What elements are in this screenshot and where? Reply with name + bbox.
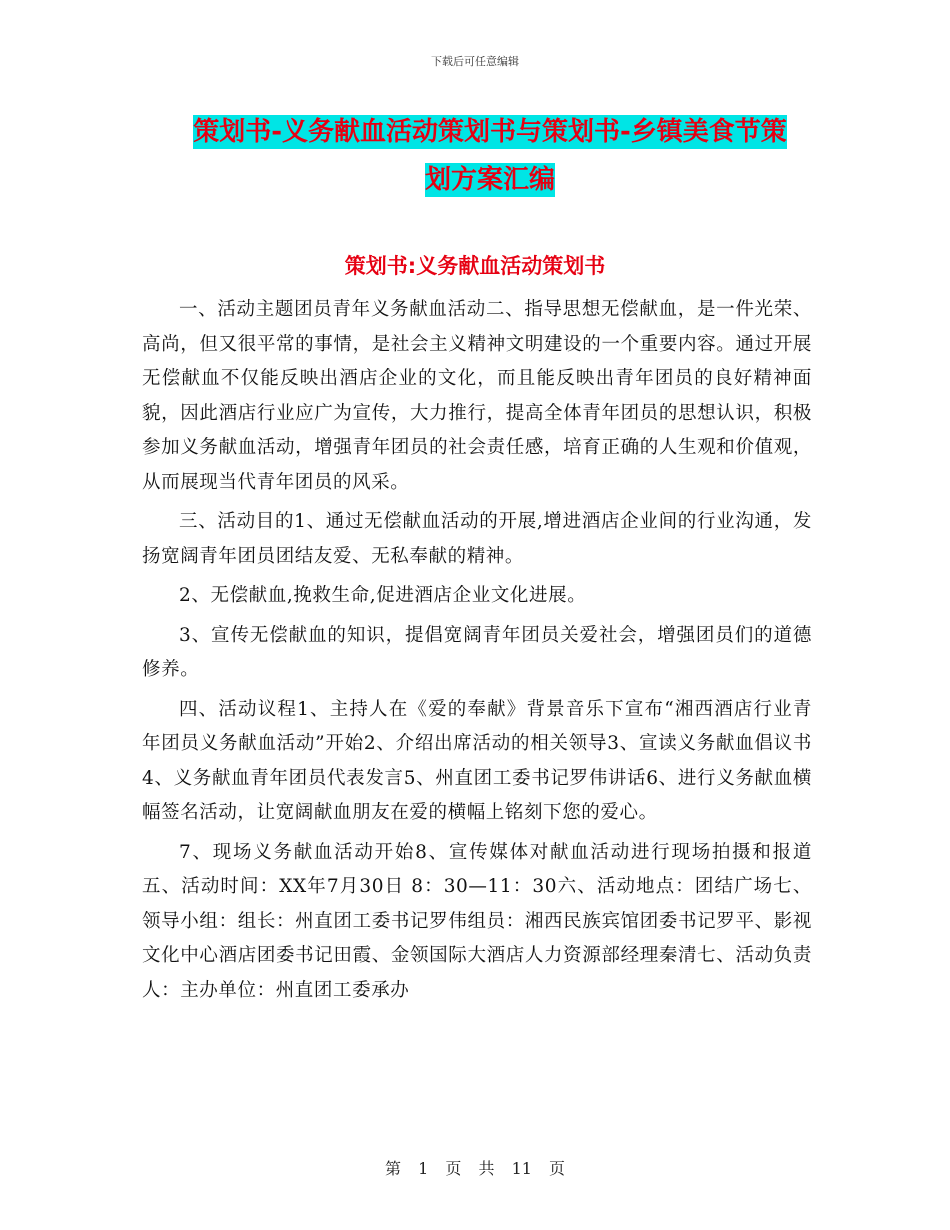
document-title-line-2: 划方案汇编 bbox=[424, 165, 555, 195]
page-header-note: 下载后可任意编辑 bbox=[431, 55, 519, 68]
footer-page-label: 第 bbox=[384, 1159, 401, 1178]
footer-total-label: 共 bbox=[478, 1159, 495, 1178]
document-title bbox=[150, 108, 830, 204]
section-title: 策划书:义务献血活动策划书 bbox=[344, 254, 606, 278]
paragraph: 三、活动目的1、通过无偿献血活动的开展,增进酒店企业间的行业沟通，发扬宽阔青年团员团结友爱、无私奉献的精神。 bbox=[142, 511, 812, 567]
page-footer bbox=[0, 1156, 950, 1179]
footer-page-unit: 页 bbox=[445, 1159, 462, 1178]
footer-page-number: 1 bbox=[418, 1159, 429, 1178]
paragraph: 3、宣传无偿献血的知识，提倡宽阔青年团员关爱社会，增强团员们的道德修养。 bbox=[142, 624, 812, 680]
footer-total-pages: 11 bbox=[511, 1159, 532, 1178]
paragraph: 一、活动主题团员青年义务献血活动二、指导思想无偿献血，是一件光荣、高尚，但又很平常的事情，是社会主义精神文明建设的一个重要内容。通过开展无偿献血不仅能反映出酒店企业的文化，而且能反映出青年团员的良好精神面貌，因此酒店行业应广为宣传，大力推行，提高全体青年团员的思想认识，积极参加义务献血活动，增强青年团员的社会责任感，培育正确的人生观和价值观，从而展现当代青年团员的风采。 bbox=[142, 299, 812, 493]
footer-total-unit: 页 bbox=[549, 1159, 566, 1178]
document-title-line-1: 策划书-义务献血活动策划书与策划书-乡镇美食节策 bbox=[193, 117, 787, 147]
paragraph: 7、现场义务献血活动开始8、宣传媒体对献血活动进行现场拍摄和报道五、活动时间：XX年7月30日 8：30—11：30六、活动地点：团结广场七、领导小组：组长：州直团工委书记罗伟组员：湘西民族宾馆团委书记罗平、影视文化中心酒店团委书记田霞、金领国际大酒店人力资源部经理秦清七、活动负责人：主办单位：州直团工委承办 bbox=[142, 841, 812, 1001]
paragraph: 四、活动议程1、主持人在《爱的奉献》背景音乐下宣布“湘西酒店行业青年团员义务献血活动”开始2、介绍出席活动的相关领导3、宣读义务献血倡议书4、义务献血青年团员代表发言5、州直团工委书记罗伟讲话6、进行义务献血横幅签名活动，让宽阔献血朋友在爱的横幅上铭刻下您的爱心。 bbox=[142, 698, 812, 823]
paragraph: 2、无偿献血,挽救生命,促进酒店企业文化进展。 bbox=[179, 585, 587, 606]
document-body bbox=[142, 293, 812, 1013]
